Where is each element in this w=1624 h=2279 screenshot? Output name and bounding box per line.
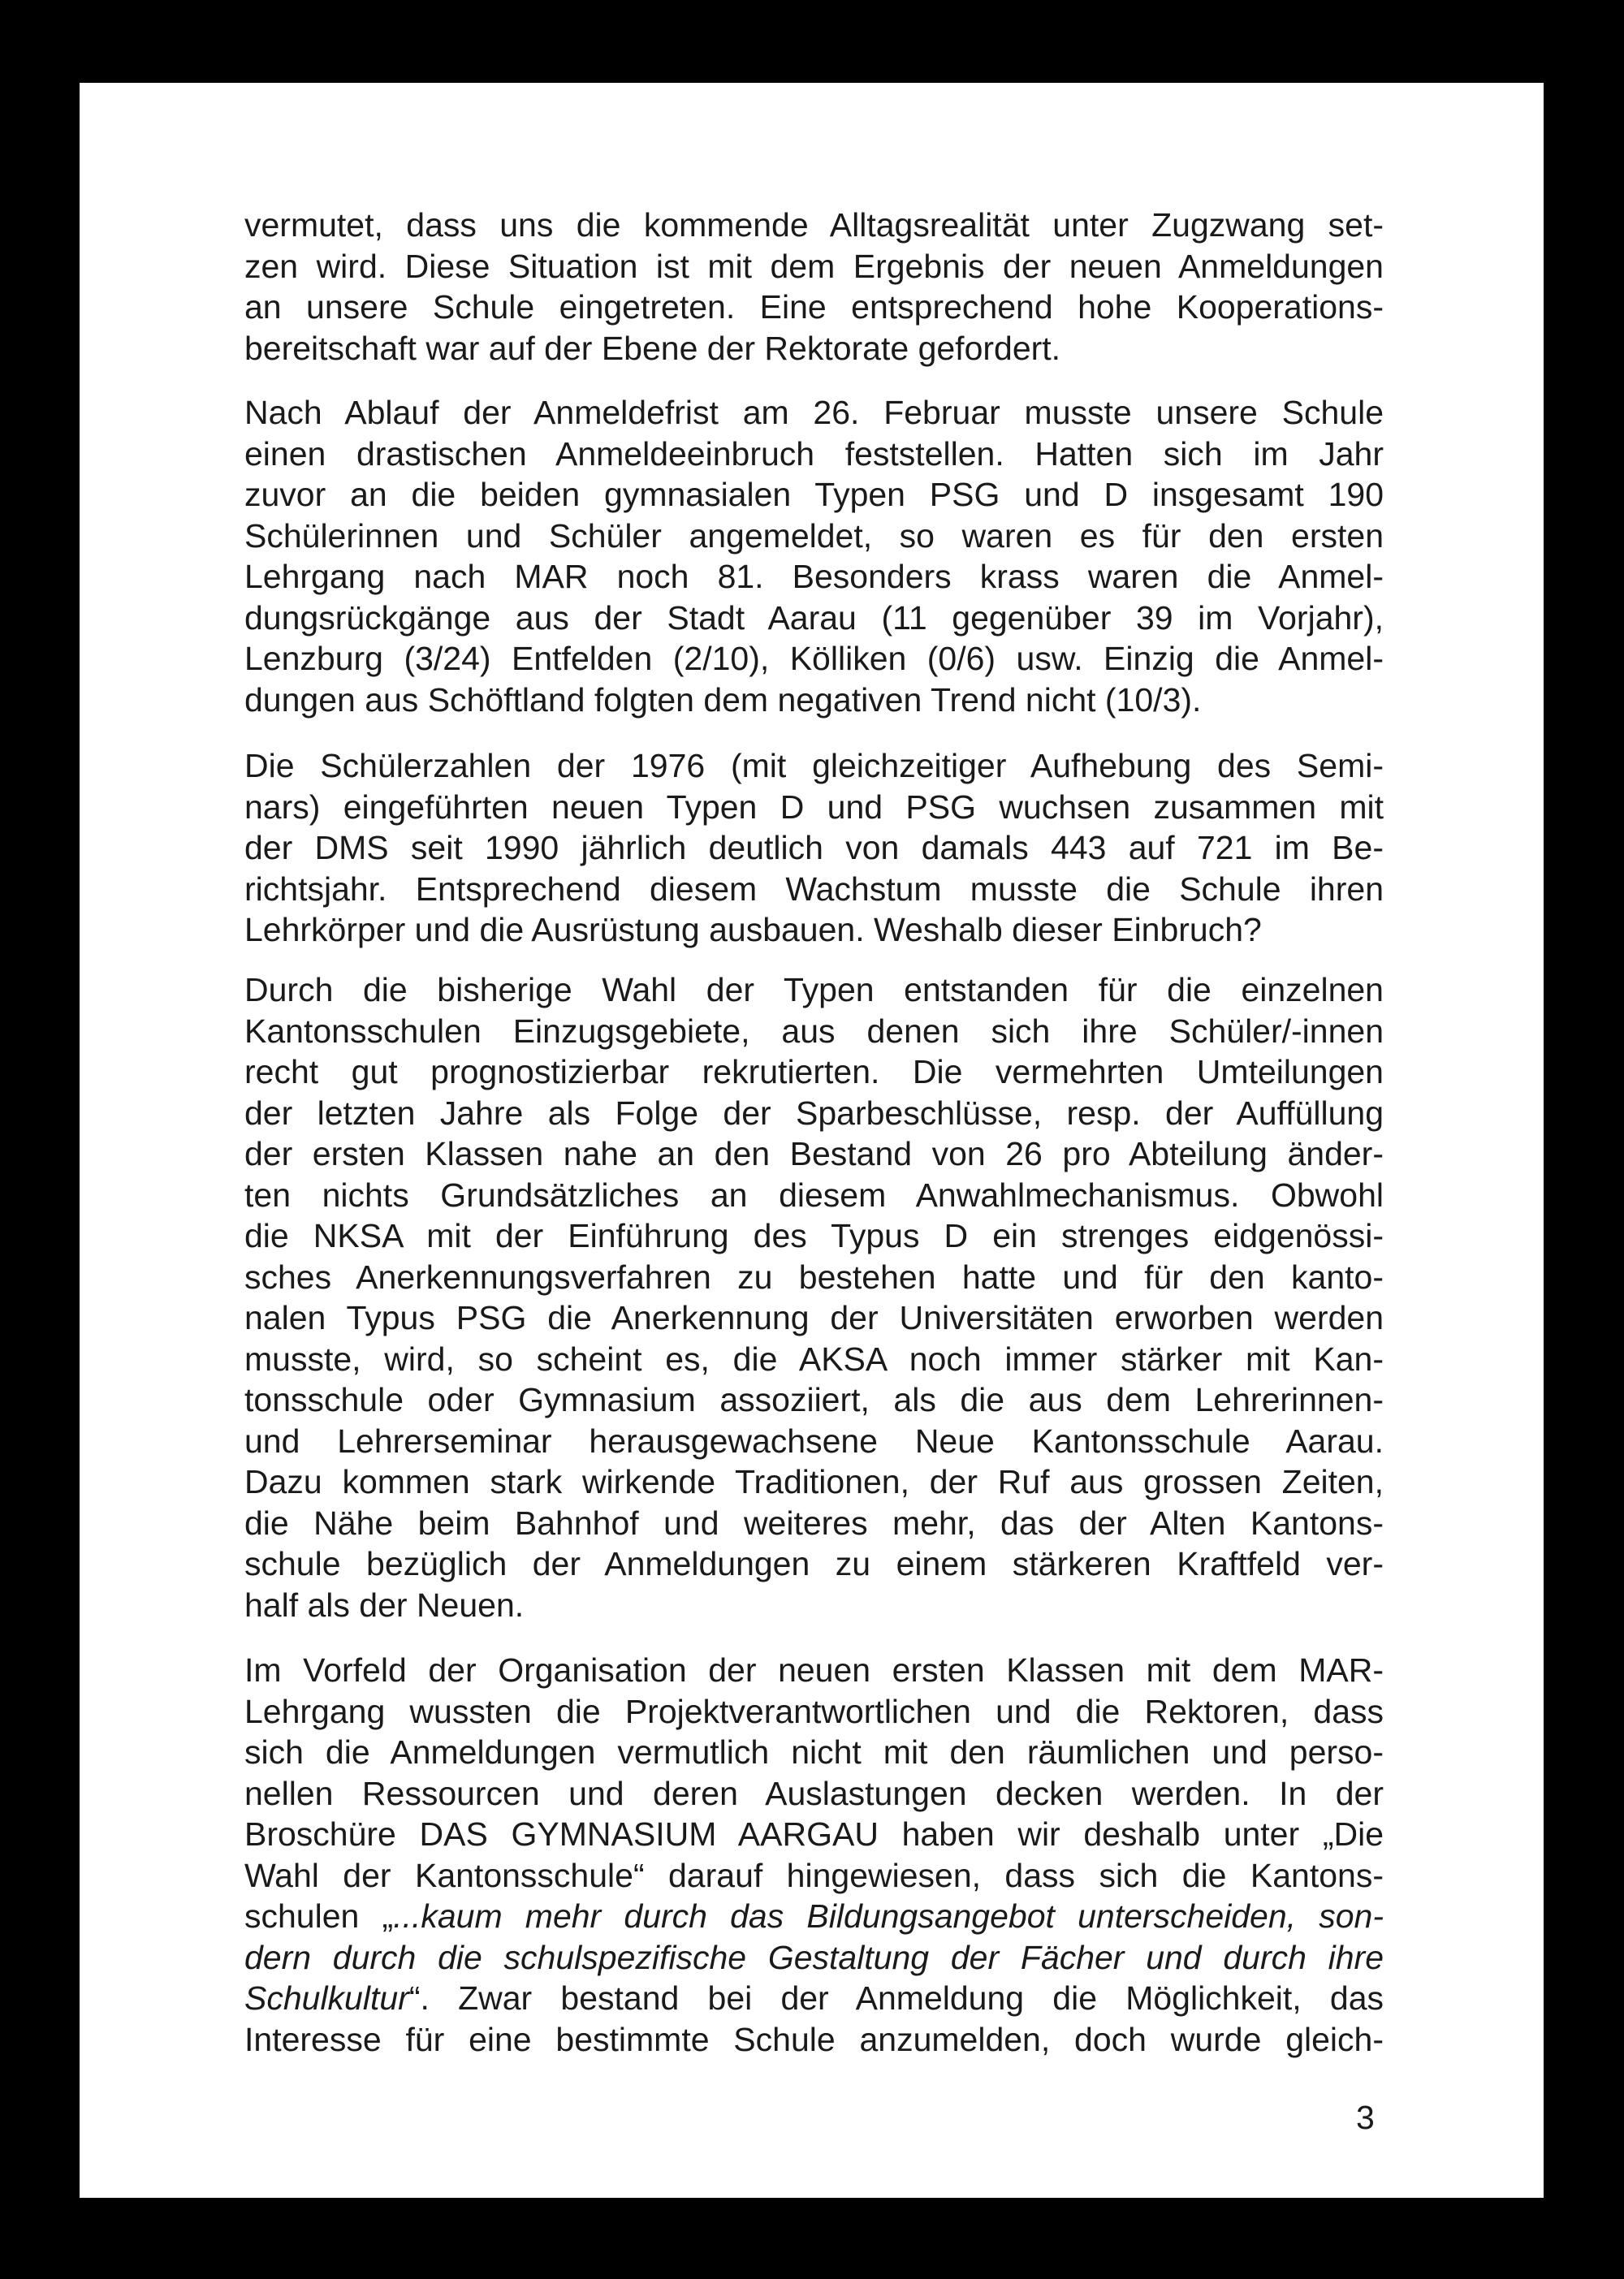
text-line: Die Schülerzahlen der 1976 (mit gleichzeitiger Aufhebung des Semi- bbox=[244, 747, 1384, 784]
text-line: Broschüre DAS GYMNASIUM AARGAU haben wir deshalb unter „Die bbox=[244, 1815, 1384, 1853]
text-line: sches Anerkennungsverfahren zu bestehen hatte und für den kanto- bbox=[244, 1258, 1384, 1296]
text-line: Dazu kommen stark wirkende Traditionen, der Ruf aus grossen Zeiten, bbox=[244, 1463, 1384, 1500]
paragraph-3 bbox=[244, 745, 1384, 951]
text-line: Lenzburg (3/24) Entfelden (2/10), Kölliken (0/6) usw. Einzig die Anmel- bbox=[244, 640, 1384, 677]
text-line: Im Vorfeld der Organisation der neuen ersten Klassen mit dem MAR- bbox=[244, 1651, 1384, 1689]
text-line: nalen Typus PSG die Anerkennung der Universitäten erworben werden bbox=[244, 1299, 1384, 1336]
text-line: richtsjahr. Entsprechend diesem Wachstum musste die Schule ihren bbox=[244, 870, 1384, 908]
text-line: Wahl der Kantonsschule“ darauf hingewiesen, dass sich die Kantons- bbox=[244, 1856, 1384, 1894]
text-line bbox=[244, 1896, 1384, 1937]
text-segment: schulen „ bbox=[244, 1897, 394, 1935]
text-line: und Lehrerseminar herausgewachsene Neue Kantonsschule Aarau. bbox=[244, 1422, 1384, 1460]
text-line: tonsschule oder Gymnasium assoziiert, als die aus dem Lehrerinnen- bbox=[244, 1381, 1384, 1418]
text-line: musste, wird, so scheint es, die AKSA noch immer stärker mit Kan- bbox=[244, 1340, 1384, 1378]
text-line: dungsrückgänge aus der Stadt Aarau (11 gegenüber 39 im Vorjahr), bbox=[244, 598, 1384, 637]
page-number: 3 bbox=[1356, 2099, 1375, 2136]
text-line: der letzten Jahre als Folge der Sparbeschlüsse, resp. der Auffüllung bbox=[244, 1094, 1384, 1132]
paragraph-5 bbox=[244, 1650, 1384, 2060]
italic-quote: dern durch die schulspezifische Gestaltung der Fächer und durch ihre bbox=[244, 1938, 1384, 1976]
paragraph-2 bbox=[244, 392, 1384, 720]
text-line: dungen aus Schöftland folgten dem negativen Trend nicht (10/3). bbox=[244, 680, 1202, 719]
text-line: der DMS seit 1990 jährlich deutlich von damals 443 auf 721 im Be- bbox=[244, 829, 1384, 866]
text-line: half als der Neuen. bbox=[244, 1586, 525, 1624]
text-line: Nach Ablauf der Anmeldefrist am 26. Februar musste unsere Schule bbox=[244, 394, 1384, 431]
text-line: recht gut prognostizierbar rekrutierten. Die vermehrten Umteilungen bbox=[244, 1053, 1384, 1090]
text-line: sich die Anmeldungen vermutlich nicht mit den räumlichen und perso- bbox=[244, 1733, 1384, 1771]
text-line: zen wird. Diese Situation ist mit dem Ergebnis der neuen Anmeldungen bbox=[244, 247, 1384, 285]
text-line: nellen Ressourcen und deren Auslastungen decken werden. In der bbox=[244, 1774, 1384, 1812]
italic-quote: ...kaum mehr durch das Bildungsangebot unterscheiden, son- bbox=[393, 1897, 1384, 1935]
text-line: Kantonsschulen Einzugsgebiete, aus denen sich ihre Schüler/-innen bbox=[244, 1012, 1384, 1050]
text-line: Interesse für eine bestimmte Schule anzumelden, doch wurde gleich- bbox=[244, 2020, 1384, 2058]
text-line: Lehrgang nach MAR noch 81. Besonders krass waren die Anmel- bbox=[244, 558, 1384, 595]
text-line: einen drastischen Anmeldeeinbruch feststellen. Hatten sich im Jahr bbox=[244, 434, 1384, 473]
text-line: die NKSA mit der Einführung des Typus D ein strenges eidgenössi- bbox=[244, 1217, 1384, 1254]
text-line: ten nichts Grundsätzliches an diesem Anwahlmechanismus. Obwohl bbox=[244, 1176, 1384, 1214]
text-line: vermutet, dass uns die kommende Alltagsrealität unter Zugzwang set- bbox=[244, 206, 1384, 244]
text-line: der ersten Klassen nahe an den Bestand von 26 pro Abteilung änder- bbox=[244, 1135, 1384, 1172]
paragraph-4 bbox=[244, 969, 1384, 1625]
document-page bbox=[80, 83, 1544, 2198]
text-line: Durch die bisherige Wahl der Typen entstanden für die einzelnen bbox=[244, 971, 1384, 1008]
text-line: an unsere Schule eingetreten. Eine entsprechend hohe Kooperations- bbox=[244, 288, 1384, 326]
text-line: nars) eingeführten neuen Typen D und PSG wuchsen zusammen mit bbox=[244, 788, 1384, 826]
text-line: Lehrkörper und die Ausrüstung ausbauen. Weshalb dieser Einbruch? bbox=[244, 911, 1262, 948]
text-line bbox=[244, 1937, 1384, 1979]
text-line bbox=[244, 1978, 1384, 2019]
text-segment: “. Zwar bestand bei der Anmeldung die Möglichkeit, das bbox=[408, 1979, 1384, 2017]
paragraph-1 bbox=[244, 205, 1384, 369]
italic-quote: Schulkultur bbox=[244, 1979, 409, 2017]
text-line: Lehrgang wussten die Projektverantwortlichen und die Rektoren, dass bbox=[244, 1692, 1384, 1730]
text-line: zuvor an die beiden gymnasialen Typen PSG und D insgesamt 190 bbox=[244, 476, 1384, 513]
text-line: die Nähe beim Bahnhof und weiteres mehr, das der Alten Kantons- bbox=[244, 1504, 1384, 1542]
text-line: schule bezüglich der Anmeldungen zu einem stärkeren Kraftfeld ver- bbox=[244, 1545, 1384, 1582]
text-line: bereitschaft war auf der Ebene der Rektorate gefordert. bbox=[244, 329, 1061, 367]
text-line: Schülerinnen und Schüler angemeldet, so waren es für den ersten bbox=[244, 516, 1384, 555]
